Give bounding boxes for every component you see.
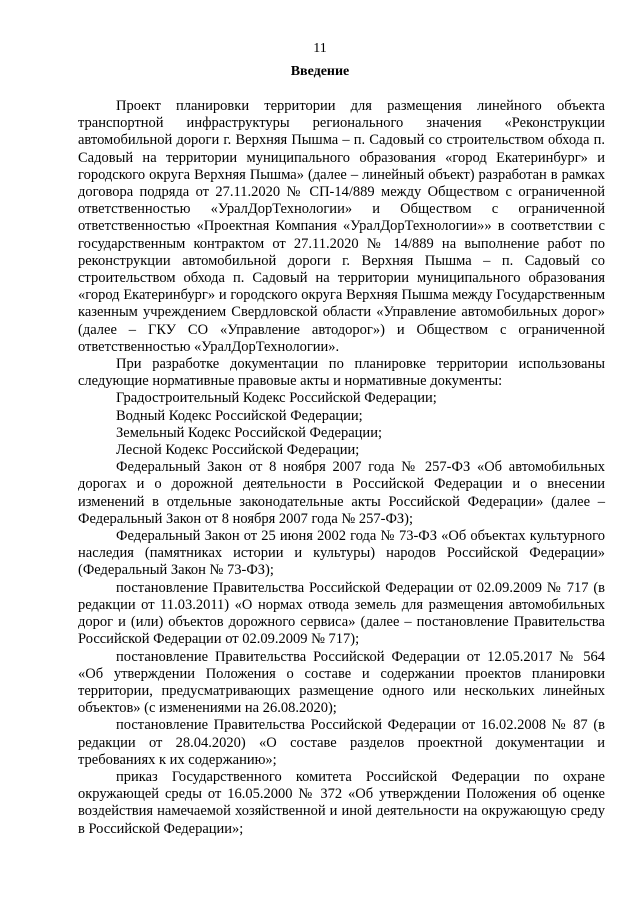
paragraph-project-description: Проект планировки территории для размещения линейного объекта транспортной инфраструктуры регионального значения «Реконструкции автомобильной дороги г. Верхняя Пышма – п. Садовый со строительством обхода п. Садовый на территории муниципального образования «город Екатеринбург» и городского округа Верхняя Пышма» (далее – линейный объект) разработан в рамках договора подряда от 27.11.2020 № СП-14/889 между Обществом с ограниченной ответственностью «УралДорТехнологии» и Обществом с ограниченной ответственностью «Проектная Компания «УралДорТехнологии»» в соответствии с государственным контрактом от 27.11.2020 № 14/889 на выполнение работ по реконструкции автомобильной дороги г. Верхняя Пышма – п. Садовый со строительством обхода п. Садовый на территории муниципального образования «город Екатеринбург» и городского округа Верхняя Пышма между Государственным казенным учреждением Свердловской области «Управление автомобильных дорог» (далее – ГКУ СО «Управление автодорог») и Обществом с ограниченной ответственностью «УралДорТехнологии». — [78, 98, 605, 355]
list-item-federal-law-257: Федеральный Закон от 8 ноября 2007 года № 257-ФЗ «Об автомобильных дорогах и о дорожной деятельности в Российской Федерации и о внесении изменений в отдельные законодательные акты Российской Федерации» (далее – Федеральный Закон от 8 ноября 2007 года № 257-ФЗ); — [78, 459, 605, 527]
list-item-water-code: Водный Кодекс Российской Федерации; — [116, 407, 363, 424]
list-item-land-code: Земельный Кодекс Российской Федерации; — [116, 424, 382, 441]
page-number: 11 — [313, 41, 327, 56]
list-item-urban-code: Градостроительный Кодекс Российской Федерации; — [116, 390, 437, 407]
list-item-resolution-564: постановление Правительства Российской Федерации от 12.05.2017 № 564 «Об утверждении Положения о составе и содержании проектов планировки территории, предусматривающих размещение одного или нескольких линейных объектов» (с изменениями на 26.08.2020); — [78, 648, 605, 717]
list-item-resolution-87: постановление Правительства Российской Федерации от 16.02.2008 № 87 (в редакции от 28.04.2020) «О составе разделов проектной документации и требованиях к их содержанию»; — [78, 717, 605, 768]
paragraph-documents-intro: При разработке документации по планировке территории использованы следующие нормативные правовые акты и нормативные документы: — [78, 356, 605, 390]
list-item-forest-code: Лесной Кодекс Российской Федерации; — [116, 442, 360, 459]
list-item-order-372: приказ Государственного комитета Российской Федерации по охране окружающей среды от 16.05.2000 № 372 «Об утверждении Положения об оценке воздействия намечаемой хозяйственной и иной деятельности на окружающую среду в Российской Федерации»; — [78, 768, 605, 837]
list-item-resolution-717: постановление Правительства Российской Федерации от 02.09.2009 № 717 (в редакции от 11.03.2011) «О нормах отвода земель для размещения автомобильных дорог и (или) объектов дорожного сервиса» (далее – постановление Правительства Российской Федерации от 02.09.2009 № 717); — [78, 579, 605, 648]
section-heading: Введение — [290, 64, 350, 79]
body-text — [78, 98, 605, 838]
list-item-federal-law-73: Федеральный Закон от 25 июня 2002 года № 73-ФЗ «Об объектах культурного наследия (памятниках истории и культуры) народов Российской Федерации» (Федеральный Закон № 73-ФЗ); — [78, 528, 605, 579]
